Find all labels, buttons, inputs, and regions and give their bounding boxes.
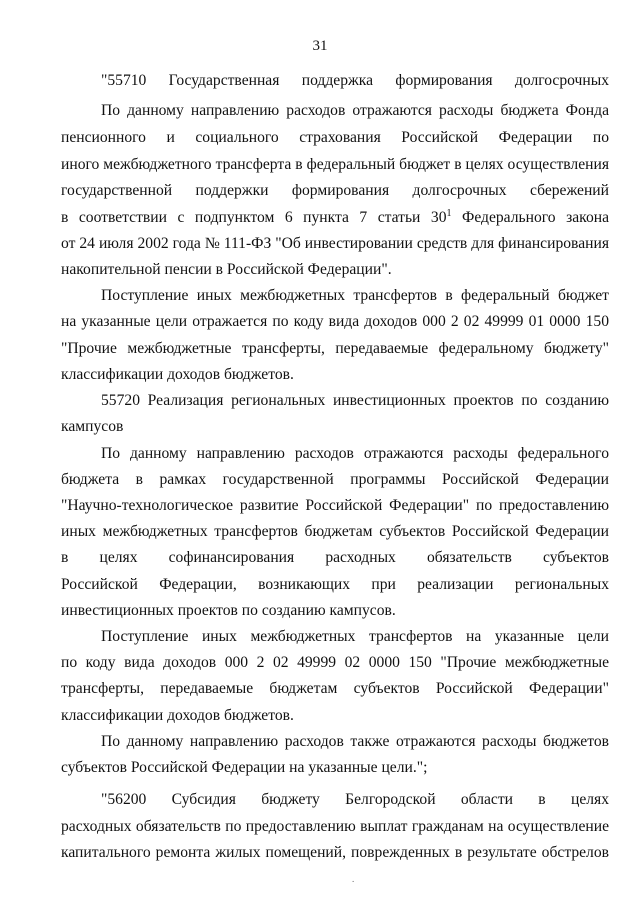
paragraph-line: государственной поддержки формирования долгосрочных сбережений: [61, 182, 609, 199]
paragraph-line: иных межбюджетных трансфертов бюджетам субъектов Российской Федерации: [61, 523, 609, 540]
paragraph-line: "Научно-технологическое развитие Российской Федерации" по предоставлению: [61, 497, 609, 514]
section-heading: 55720 Реализация региональных инвестиционных проектов по созданию: [101, 392, 609, 409]
paragraph-line: Поступление иных межбюджетных трансфертов в федеральный бюджет: [101, 287, 609, 304]
paragraph-line: По данному направлению расходов отражаются расходы бюджета Фонда: [101, 102, 609, 119]
paragraph-line: на указанные цели отражается по коду вида доходов 000 2 02 49999 01 0000 150: [61, 313, 609, 330]
paragraph-line: пенсионного и социального страхования Российской Федерации по: [61, 129, 609, 146]
page-number: 31: [312, 38, 328, 54]
paragraph-line: Поступление иных межбюджетных трансфертов на указанные цели: [101, 628, 609, 645]
paragraph-line: бюджета в рамках государственной программы Российской Федерации: [61, 471, 609, 488]
paragraph-line: трансферты, передаваемые бюджетам субъектов Российской Федерации": [61, 680, 609, 697]
paragraph-line: от 24 июля 2002 года № 111-ФЗ "Об инвестировании средств для финансирования: [61, 235, 609, 252]
scan-mark: .: [352, 874, 355, 884]
superscript: 1: [446, 208, 452, 219]
paragraph-line: По данному направлению расходов также отражаются расходы бюджетов: [101, 733, 609, 750]
paragraph-line: "56200 Субсидия бюджету Белгородской области в целях: [101, 791, 609, 808]
paragraph-line: инвестиционных проектов по созданию кампусов.: [61, 602, 396, 619]
paragraph-line: классификации доходов бюджетов.: [61, 707, 294, 724]
paragraph-line: по коду вида доходов 000 2 02 49999 02 0000 150 "Прочие межбюджетные: [61, 654, 609, 671]
law-reference-tail: Федерального закона: [451, 209, 609, 226]
paragraph-line: "Прочие межбюджетные трансферты, передаваемые федеральному бюджету": [61, 340, 609, 357]
paragraph-line: расходных обязательств по предоставлению выплат гражданам на осуществление: [61, 818, 609, 835]
paragraph-line: Российской Федерации, возникающих при реализации региональных: [61, 576, 609, 593]
paragraph-line: [61, 207, 609, 229]
paragraph-line: накопительной пенсии в Российской Федерации".: [61, 261, 392, 278]
paragraph-line: По данному направлению расходов отражаются расходы федерального: [101, 445, 609, 462]
law-reference-text: в соответствии с подпунктом 6 пункта 7 статьи 30: [61, 209, 447, 226]
paragraph-line: в целях софинансирования расходных обязательств субъектов: [61, 549, 609, 566]
paragraph-line: субъектов Российской Федерации на указанные цели.";: [61, 759, 428, 776]
paragraph-line: капитального ремонта жилых помещений, поврежденных в результате обстрелов: [61, 844, 609, 861]
section-heading: кампусов: [61, 418, 124, 435]
paragraph-line: "55710 Государственная поддержка формирования долгосрочных: [101, 72, 609, 89]
paragraph-line: иного межбюджетного трансферта в федеральный бюджет в целях осуществления: [61, 156, 609, 173]
paragraph-line: классификации доходов бюджетов.: [61, 366, 294, 383]
